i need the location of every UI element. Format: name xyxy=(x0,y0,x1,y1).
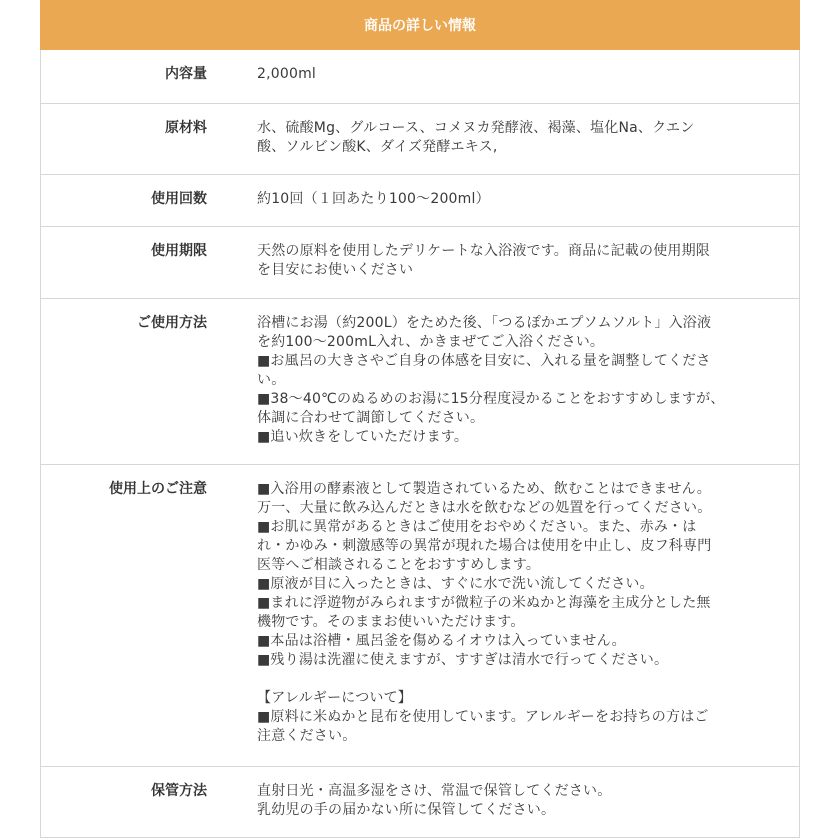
value-line: ■38～40℃のぬるめのお湯に15分程度浸かることをおすすめしますが、 xyxy=(257,391,725,407)
value-line: ■まれに浮遊物がみられますが微粒子の米ぬかと海藻を主成分とした無 xyxy=(257,595,711,611)
row-value xyxy=(207,175,799,226)
value-line: を目安にお使いください xyxy=(257,262,414,278)
value-line: 機物です。そのままお使いいただけます。 xyxy=(257,614,525,630)
value-line: ■残り湯は洗濯に使えますが、すすぎは清水で行ってください。 xyxy=(257,652,669,668)
value-line: 2,000ml xyxy=(257,66,317,82)
value-line: 医等へご相談されることをおすすめします。 xyxy=(257,557,541,573)
value-line: 水、硫酸Mg、グルコース、コメヌカ発酵液、褐藻、塩化Na、クエン xyxy=(257,120,695,136)
row-precautions xyxy=(41,465,799,767)
value-line: ■原料に米ぬかと昆布を使用しています。アレルギーをお持ちの方はご xyxy=(257,709,709,725)
value-line: ■入浴用の酵素液として製造されているため、飲むことはできません。 xyxy=(257,481,711,497)
value-line: 万一、大量に飲み込んだときは水を飲むなどの処置を行ってください。 xyxy=(257,500,712,516)
row-capacity xyxy=(41,50,799,104)
value-line: 乳幼児の手の届かない所に保管してください。 xyxy=(257,802,556,818)
row-usage-count xyxy=(41,175,799,227)
value-line: 酸、ソルビン酸K、ダイズ発酵エキス, xyxy=(257,139,498,155)
value-line: 体調に合わせて調節してください。 xyxy=(257,410,485,426)
row-label: ご使用方法 xyxy=(137,315,207,331)
row-value xyxy=(207,227,799,298)
allergy-heading: 【アレルギーについて】 xyxy=(257,690,413,706)
row-label: 使用期限 xyxy=(151,243,207,259)
value-line: 注意ください。 xyxy=(257,728,357,744)
value-line: ■原液が目に入ったときは、すぐに水で洗い流してください。 xyxy=(257,576,654,592)
row-value xyxy=(207,104,799,174)
value-line: 直射日光・高温多湿をさけ、常温で保管してください。 xyxy=(257,783,612,799)
row-label: 保管方法 xyxy=(151,783,207,799)
table-header xyxy=(40,0,800,50)
value-line: 浴槽にお湯（約200L）をためた後、「つるぽかエプソムソルト」入浴液 xyxy=(257,315,712,331)
value-line: 天然の原料を使用したデリケートな入浴液です。商品に記載の使用期限 xyxy=(257,243,710,259)
product-details-table xyxy=(40,0,800,838)
blank-line xyxy=(257,670,773,689)
row-directions xyxy=(41,299,799,465)
row-value xyxy=(207,50,799,103)
row-label: 原材料 xyxy=(165,120,207,136)
value-line: ■追い炊きをしていただけます。 xyxy=(257,429,469,445)
value-line: ■本品は浴槽・風呂釜を傷めるイオウは入っていません。 xyxy=(257,633,626,649)
row-label: 使用回数 xyxy=(151,191,207,207)
row-value xyxy=(207,299,799,464)
row-label: 使用上のご注意 xyxy=(109,481,207,497)
value-line: を約100～200mL入れ、かきまぜてご入浴ください。 xyxy=(257,334,605,350)
row-storage xyxy=(41,767,799,838)
row-value xyxy=(207,465,799,766)
value-line: 約10回（１回あたり100～200ml） xyxy=(257,191,490,207)
value-line: れ・かゆみ・刺激感等の異常が現れた場合は使用を中止し、皮フ科専門 xyxy=(257,538,712,554)
table-title: 商品の詳しい情報 xyxy=(364,18,476,34)
row-value xyxy=(207,767,799,837)
row-ingredients xyxy=(41,104,799,175)
row-expiry xyxy=(41,227,799,299)
row-label: 内容量 xyxy=(165,66,207,82)
value-line: ■お肌に異常があるときはご使用をおやめください。また、赤み・は xyxy=(257,519,697,535)
value-line: い。 xyxy=(257,372,286,388)
value-line: ■お風呂の大きさやご自身の体感を目安に、入れる量を調整してくださ xyxy=(257,353,711,369)
